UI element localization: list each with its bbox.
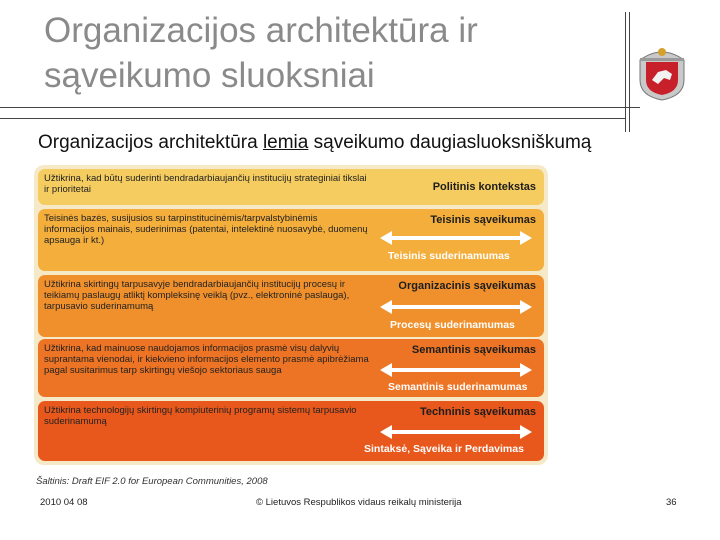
double-arrow-icon xyxy=(380,300,532,314)
slide-subtitle xyxy=(38,132,638,154)
layer-description: Užtikrina, kad būtų suderinti bendradarbiaujančių institucijų strateginiai tikslai ir prioritetai xyxy=(44,173,367,195)
header-divider-left xyxy=(625,12,626,132)
layer-semantic xyxy=(38,339,544,397)
layer-organizational xyxy=(38,275,544,337)
subtitle-text-after: sąveikumo daugiasluoksniškumą xyxy=(308,132,592,153)
header-divider-right xyxy=(629,12,630,132)
subtitle-underlined-word: lemia xyxy=(262,132,309,153)
layer-name: Politinis kontekstas xyxy=(432,181,536,193)
page-number: 36 xyxy=(666,497,677,508)
slide-title: Organizacijos architektūra ir sąveikumo sluoksniai xyxy=(44,11,478,95)
layer-political xyxy=(38,169,544,205)
coat-of-arms-icon xyxy=(634,40,690,102)
source-note: Šaltinis: Draft EIF 2.0 for European Communities, 2008 xyxy=(36,476,268,487)
arrow-label: Semantinis suderinamumas xyxy=(388,381,528,393)
footer-organization: © Lietuvos Respublikos vidaus reikalų ministerija xyxy=(256,497,462,508)
footer-date: 2010 04 08 xyxy=(40,497,88,508)
double-arrow-icon xyxy=(380,363,532,377)
double-arrow-icon xyxy=(380,231,532,245)
arrow-label: Teisinis suderinamumas xyxy=(388,250,510,262)
double-arrow-icon xyxy=(380,425,532,439)
layer-name: Teisinis sąveikumas xyxy=(430,214,536,226)
subtitle-text-before: Organizacijos architektūra xyxy=(38,132,263,153)
layer-description: Užtikrina technologijų skirtingų kompiuterinių programų sistemų tarpusavio suderinamumą xyxy=(44,405,357,427)
layer-technical xyxy=(38,401,544,461)
title-divider xyxy=(0,107,640,108)
arrow-label: Sintaksė, Sąveika ir Perdavimas xyxy=(364,443,524,455)
interoperability-layers-diagram xyxy=(34,165,548,465)
layer-description: Užtikrina, kad mainuose naudojamos informacijos prasmė visų dalyvių suprantama vienodai, ir kiekvieno informacijos elemento prasmė apibrėžiama pagal susitarimus tarp skirtingų viešojo sektoriaus sauga xyxy=(44,343,369,376)
layer-description: Užtikrina skirtingų tarpusavyje bendradarbiaujančių institucijų procesų ir teikiamų paslaugų atliktį kompleksinę veiklą (pvz., elektroninė paslauga), tarpusavio suderinamumą xyxy=(44,279,350,312)
layer-description: Teisinės bazės, susijusios su tarpinstitucinėmis/tarpvalstybinėmis informacijos mainais, suderinimas (patentai, intelektinė nuosavybė, duomenų apsauga ir kt.) xyxy=(44,213,368,246)
layer-legal xyxy=(38,209,544,271)
layer-name: Organizacinis sąveikumas xyxy=(398,280,536,292)
layer-name: Semantinis sąveikumas xyxy=(411,344,536,356)
title-divider-lower xyxy=(0,118,625,119)
arrow-label: Procesų suderinamumas xyxy=(390,319,515,331)
layer-name: Techninis sąveikumas xyxy=(420,406,536,418)
